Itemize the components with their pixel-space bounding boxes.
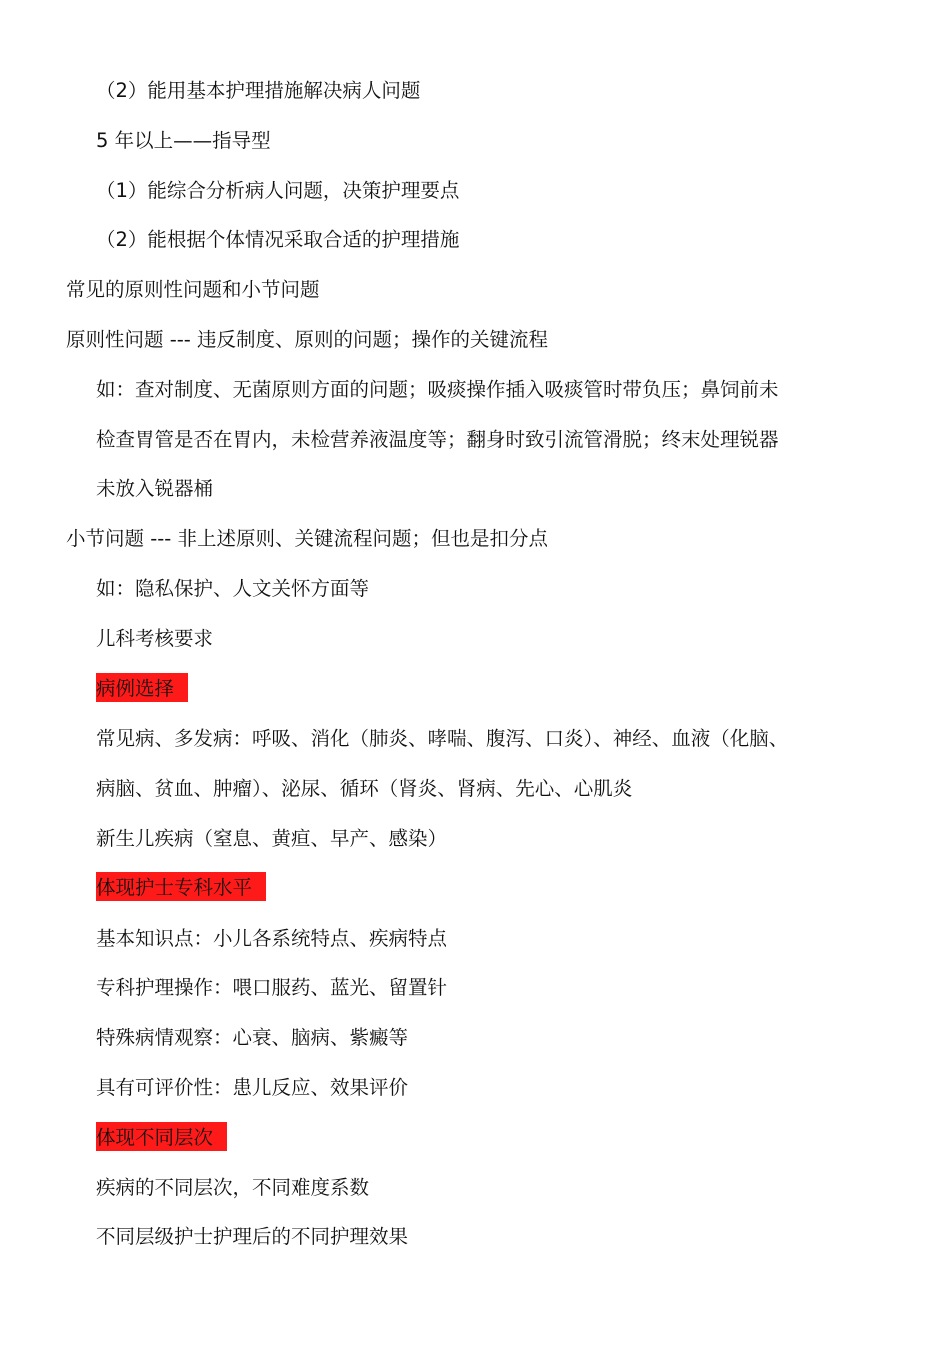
text-line: 具有可评价性：患儿反应、效果评价 [96, 1076, 409, 1099]
highlight-wrapper [96, 676, 188, 702]
text-line: （2）能根据个体情况采取合适的护理措施 [96, 228, 460, 251]
highlighted-heading: 体现护士专科水平 [96, 872, 266, 901]
highlight-wrapper [96, 875, 266, 901]
section-heading: 常见的原则性问题和小节问题 [66, 278, 320, 301]
text-line: 疾病的不同层次，不同难度系数 [96, 1176, 370, 1199]
text-line: 小节问题 --- 非上述原则、关键流程问题；但也是扣分点 [66, 527, 549, 550]
highlighted-heading: 病例选择 [96, 673, 188, 702]
text-line: 原则性问题 --- 违反制度、原则的问题；操作的关键流程 [66, 328, 549, 351]
text-line: 常见病、多发病：呼吸、消化（肺炎、哮喘、腹泻、口炎）、神经、血液（化脑、 [96, 727, 789, 750]
text-line: 新生儿疾病（窒息、黄疸、早产、感染） [96, 827, 448, 850]
text-line: 检查胃管是否在胃内，未检营养液温度等；翻身时致引流管滑脱；终末处理锐器 [96, 428, 779, 451]
text-line: （1）能综合分析病人问题，决策护理要点 [96, 179, 460, 202]
text-line: （2）能用基本护理措施解决病人问题 [96, 79, 421, 102]
text-line: 如：隐私保护、人文关怀方面等 [96, 577, 370, 600]
text-line: 不同层级护士护理后的不同护理效果 [96, 1225, 409, 1248]
text-line: 特殊病情观察：心衰、脑病、紫癜等 [96, 1026, 409, 1049]
text-line: 基本知识点：小儿各系统特点、疾病特点 [96, 927, 448, 950]
text-line: 5 年以上——指导型 [96, 129, 271, 152]
highlighted-heading: 体现不同层次 [96, 1122, 227, 1151]
text-line: 如：查对制度、无菌原则方面的问题；吸痰操作插入吸痰管时带负压；鼻饲前未 [96, 378, 779, 401]
text-line: 未放入锐器桶 [96, 477, 214, 500]
text-line: 病脑、贫血、肿瘤）、泌尿、循环（肾炎、肾病、先心、心肌炎 [96, 777, 633, 800]
highlight-wrapper [96, 1125, 227, 1151]
section-heading: 儿科考核要求 [96, 627, 214, 650]
text-line: 专科护理操作：喂口服药、蓝光、留置针 [96, 976, 448, 999]
